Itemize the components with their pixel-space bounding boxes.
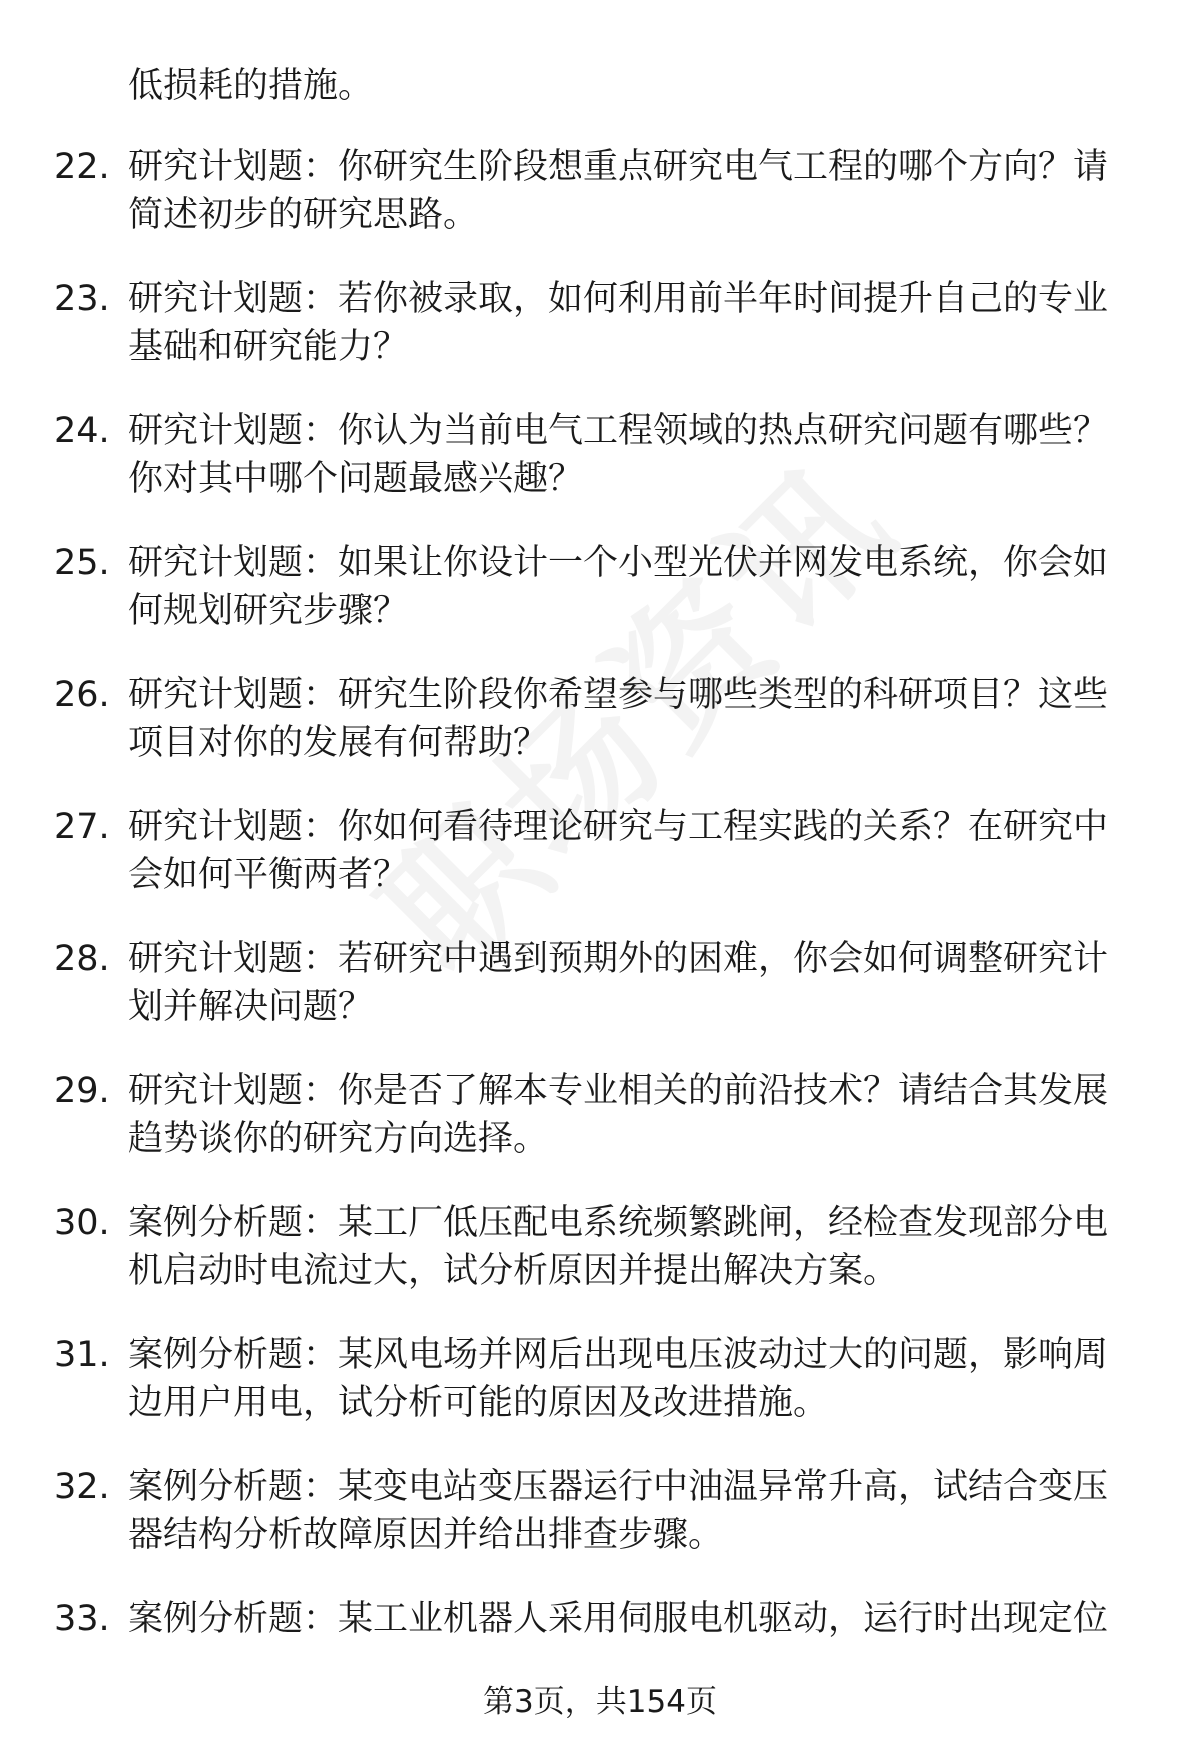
item-text: 案例分析题：某风电场并网后出现电压波动过大的问题，影响周边用户用电，试分析可能的原因及改进措施。 [128, 1335, 1109, 1423]
item-text: 研究计划题：如果让你设计一个小型光伏并网发电系统，你会如何规划研究步骤？ [128, 543, 1109, 631]
item-number: 33. [54, 1599, 110, 1639]
item-number: 30. [54, 1203, 110, 1243]
page-footer: 第3页，共154页 [483, 1684, 717, 1720]
list-item [0, 935, 1200, 1067]
item-text: 研究计划题：你研究生阶段想重点研究电气工程的哪个方向？请简述初步的研究思路。 [128, 147, 1109, 235]
list-item [0, 1331, 1200, 1463]
item-number: 24. [54, 411, 110, 451]
list-item [0, 407, 1200, 539]
list-item [0, 1199, 1200, 1331]
item-number: 22. [54, 147, 110, 187]
list-item [0, 143, 1200, 275]
list-item [0, 275, 1200, 407]
item-number: 31. [54, 1335, 110, 1375]
item-text: 研究计划题：研究生阶段你希望参与哪些类型的科研项目？这些项目对你的发展有何帮助？ [128, 675, 1109, 763]
item-number: 28. [54, 939, 110, 979]
item-text: 研究计划题：你是否了解本专业相关的前沿技术？请结合其发展趋势谈你的研究方向选择。 [128, 1071, 1109, 1159]
continuation-text: 低损耗的措施。 [128, 66, 374, 106]
list-item [0, 539, 1200, 671]
list-item [0, 803, 1200, 935]
item-text: 案例分析题：某工厂低压配电系统频繁跳闸，经检查发现部分电机启动时电流过大，试分析原因并提出解决方案。 [128, 1203, 1109, 1291]
item-text: 研究计划题：若你被录取，如何利用前半年时间提升自己的专业基础和研究能力？ [128, 279, 1109, 367]
item-number: 23. [54, 279, 110, 319]
list-item [0, 1463, 1200, 1595]
item-number: 25. [54, 543, 110, 583]
list-item [0, 671, 1200, 803]
item-text: 研究计划题：你认为当前电气工程领域的热点研究问题有哪些？你对其中哪个问题最感兴趣？ [128, 411, 1109, 499]
item-number: 29. [54, 1071, 110, 1111]
list-item [0, 1067, 1200, 1199]
item-text: 案例分析题：某工业机器人采用伺服电机驱动，运行时出现定位 [128, 1599, 1109, 1639]
item-text: 研究计划题：若研究中遇到预期外的困难，你会如何调整研究计划并解决问题？ [128, 939, 1109, 1027]
item-number: 26. [54, 675, 110, 715]
item-text: 案例分析题：某变电站变压器运行中油温异常升高，试结合变压器结构分析故障原因并给出排查步骤。 [128, 1467, 1109, 1555]
question-list [0, 143, 1200, 1727]
item-number: 27. [54, 807, 110, 847]
item-number: 32. [54, 1467, 110, 1507]
item-text: 研究计划题：你如何看待理论研究与工程实践的关系？在研究中会如何平衡两者？ [128, 807, 1109, 895]
